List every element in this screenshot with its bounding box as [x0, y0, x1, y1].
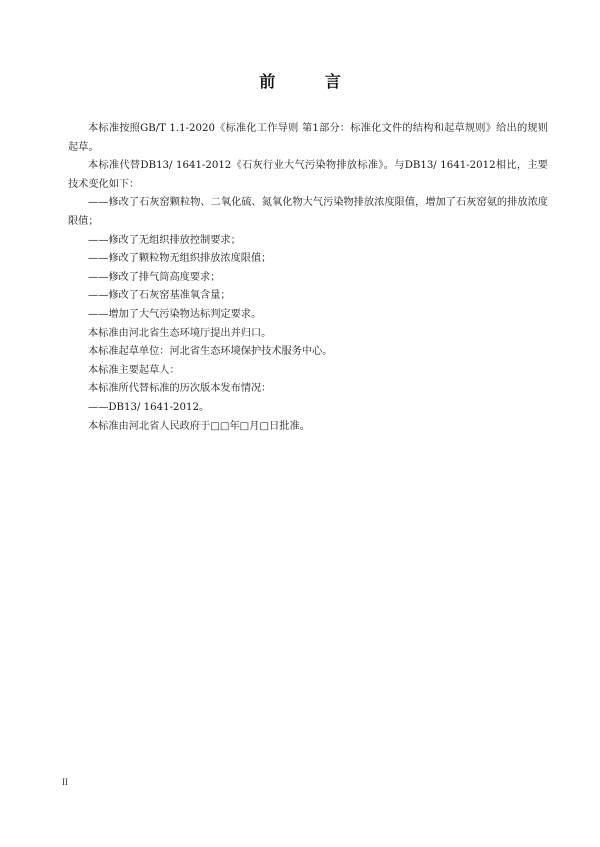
foreword-body: [68, 120, 548, 436]
paragraph-approval: 本标准由河北省人民政府于□□年□月□日批准。: [88, 420, 310, 432]
paragraph-drafting-rules: 本标准按照GB/T 1.1-2020《标准化工作导则 第1部分：标准化文件的结构和起草规则》给出的规则起草。: [68, 123, 548, 153]
paragraph-proposed-by: 本标准由河北省生态环境厅提出并归口。: [88, 327, 272, 339]
paragraph-replaces-standard: 本标准代替DB13/ 1641-2012《石灰行业大气污染物排放标准》。与DB13/ 1641-2012相比，主要技术变化如下：: [68, 160, 548, 190]
paragraph-main-drafters: 本标准主要起草人：: [88, 364, 180, 376]
change-item-compliance: ——增加了大气污染物达标判定要求。: [88, 308, 262, 320]
change-item-oxygen-content: ——修改了石灰窑基准氧含量；: [88, 290, 231, 302]
paragraph-drafting-unit: 本标准起草单位：河北省生态环境保护技术服务中心。: [88, 346, 333, 358]
change-item-emission-limits: ——修改了石灰窑颗粒物、二氧化硫、氮氧化物大气污染物排放浓度限值，增加了石灰窑氨的排放浓度限值；: [68, 197, 548, 227]
paragraph-previous-versions: 本标准所代替标准的历次版本发布情况：: [88, 383, 272, 395]
previous-version-item: ——DB13/ 1641-2012。: [88, 401, 210, 413]
change-item-stack-height: ——修改了排气筒高度要求；: [88, 271, 221, 283]
change-item-unorganized-control: ——修改了无组织排放控制要求；: [88, 234, 241, 246]
page-number: II: [62, 777, 68, 787]
page-title: 前 言: [259, 72, 363, 91]
change-item-particulate-limits: ——修改了颗粒物无组织排放浓度限值；: [88, 253, 272, 265]
